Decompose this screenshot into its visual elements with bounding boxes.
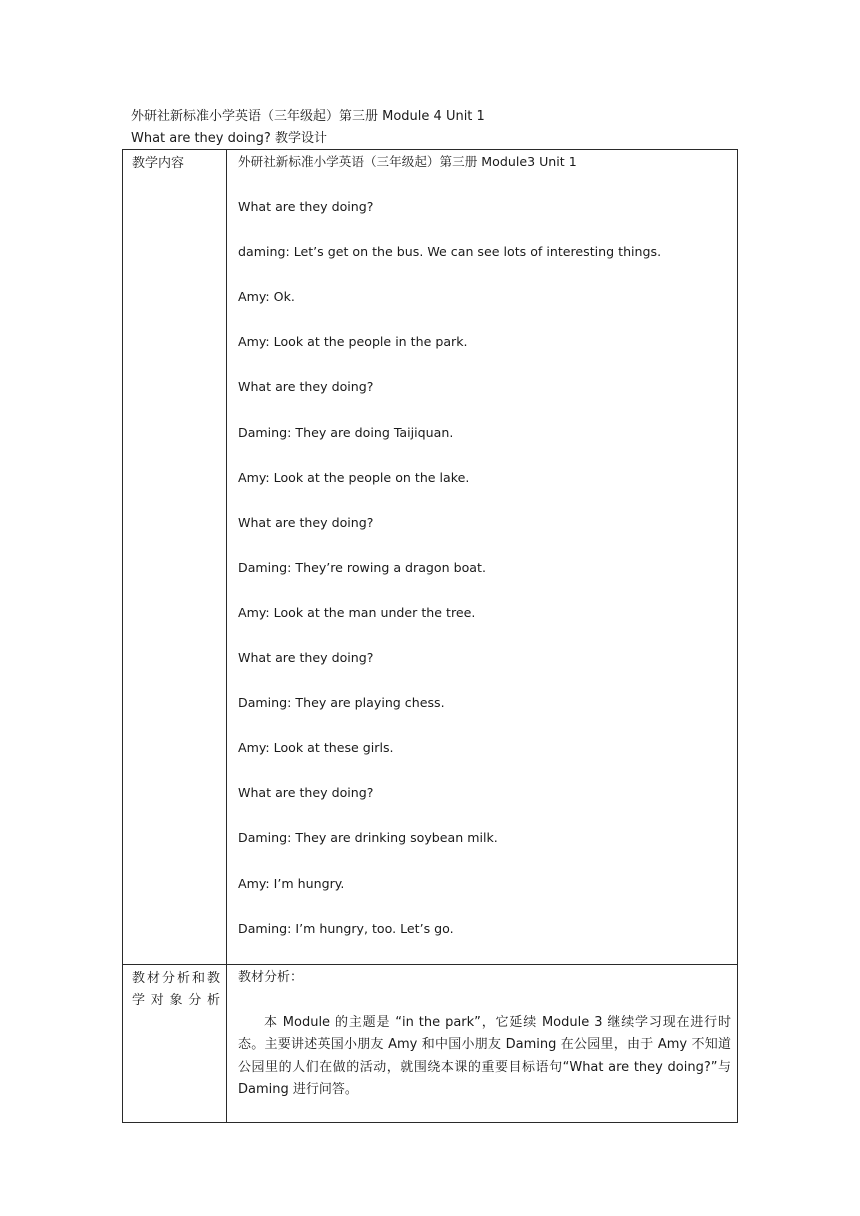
dialogue-line: What are they doing? — [238, 514, 374, 530]
document-header — [131, 106, 771, 150]
analysis-paragraph: 本 Module 的主题是 “in the park”，它延续 Module 3 继续学习现在进行时态。主要讲述英国小朋友 Amy 和中国小朋友 Daming 在公园里，由于 Amy 不知道公园里的人们在做的活动，就围绕本课的重要目标语句“What are they doing?”与 Daming 进行问答。 — [238, 1014, 731, 1098]
dialogue-line: Daming: They are drinking soybean milk. — [238, 830, 498, 846]
dialogue-line: Amy: Ok. — [238, 289, 295, 305]
content-cell-dialogue — [227, 150, 738, 965]
dialogue-line: Amy: I’m hungry. — [238, 875, 345, 891]
document-title-line-2: What are they doing? 教学设计 — [131, 131, 327, 146]
row-label: 教学内容 — [132, 156, 185, 171]
content-cell-analysis — [227, 964, 738, 1122]
table-row-analysis — [123, 964, 738, 1122]
document-title-line-1: 外研社新标准小学英语（三年级起）第三册 Module 4 Unit 1 — [131, 109, 485, 124]
dialogue-line: Daming: I’m hungry, too. Let’s go. — [238, 920, 454, 936]
analysis-block — [227, 965, 737, 1102]
dialogue-line: Amy: Look at the people on the lake. — [238, 469, 470, 485]
dialogue-line: What are they doing? — [238, 379, 374, 395]
dialogue-lines — [227, 150, 737, 964]
dialogue-line: 外研社新标准小学英语（三年级起）第三册 Module3 Unit 1 — [238, 154, 577, 169]
dialogue-line: Amy: Look at the people in the park. — [238, 334, 468, 350]
lesson-plan-table — [122, 149, 738, 1123]
label-cell-analysis — [123, 964, 227, 1122]
dialogue-line: daming: Let’s get on the bus. We can see lots of interesting things. — [238, 244, 662, 260]
dialogue-line: Amy: Look at these girls. — [238, 740, 394, 756]
dialogue-line: What are they doing? — [238, 785, 374, 801]
label-cell-teaching-content — [123, 150, 227, 965]
analysis-heading: 教材分析： — [238, 969, 304, 985]
dialogue-line: Daming: They’re rowing a dragon boat. — [238, 559, 486, 575]
table-row-teaching-content — [123, 150, 738, 965]
dialogue-line: What are they doing? — [238, 650, 374, 666]
row-label: 教材分析和教学对象分析 — [132, 970, 220, 1009]
dialogue-line: What are they doing? — [238, 199, 374, 215]
dialogue-line: Daming: They are playing chess. — [238, 695, 445, 711]
dialogue-line: Daming: They are doing Taijiquan. — [238, 424, 454, 440]
dialogue-line: Amy: Look at the man under the tree. — [238, 604, 476, 620]
